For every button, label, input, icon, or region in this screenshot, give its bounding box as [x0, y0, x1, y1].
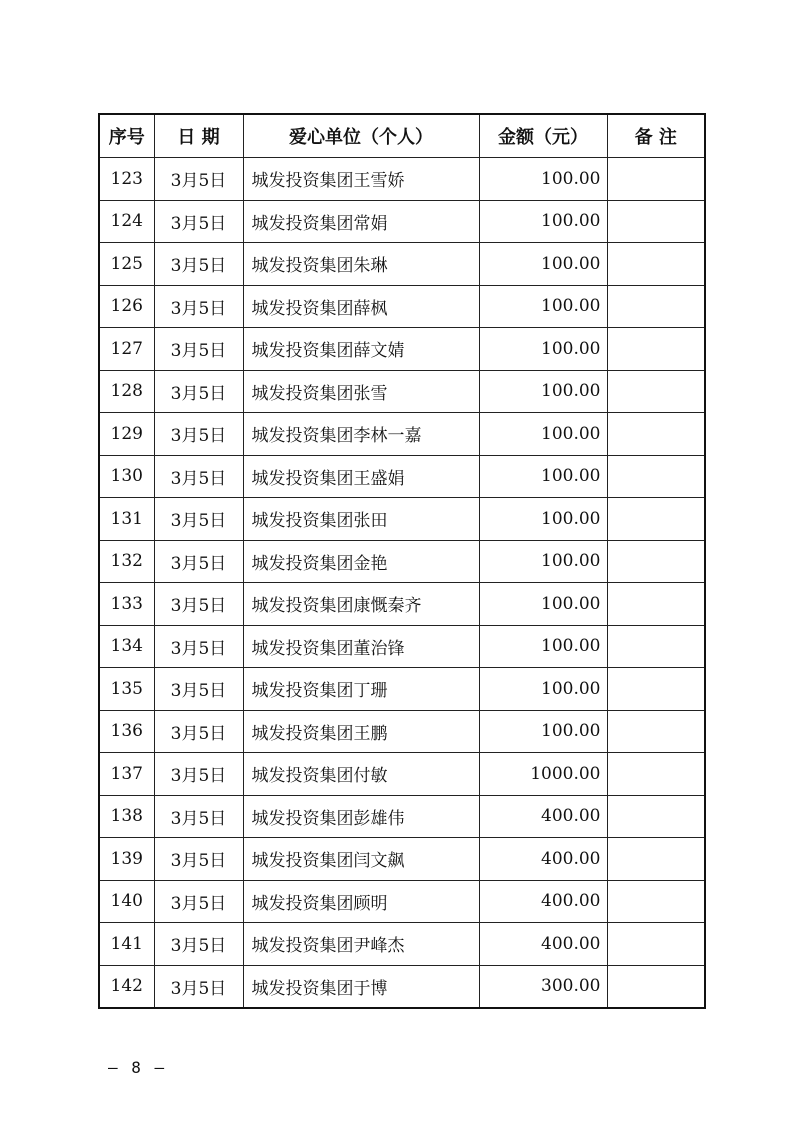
donor-cell: 城发投资集团王盛娟: [243, 455, 479, 498]
table-row: [99, 455, 705, 498]
note-cell: [607, 200, 705, 243]
date-cell: 3月5日: [154, 668, 243, 711]
header-row: [99, 114, 705, 158]
table-row: [99, 710, 705, 753]
seq-cell: 123: [99, 158, 154, 201]
table-row: [99, 540, 705, 583]
table-row: [99, 498, 705, 541]
amount-cell: 100.00: [479, 328, 607, 371]
header-seq: 序号: [99, 114, 154, 158]
amount-cell: 100.00: [479, 625, 607, 668]
table-row: [99, 413, 705, 456]
note-cell: [607, 328, 705, 371]
note-cell: [607, 965, 705, 1008]
seq-cell: 137: [99, 753, 154, 796]
amount-cell: 100.00: [479, 200, 607, 243]
seq-cell: 129: [99, 413, 154, 456]
table-row: [99, 243, 705, 286]
table-body: [99, 158, 705, 1009]
table-row: [99, 200, 705, 243]
note-cell: [607, 668, 705, 711]
date-cell: 3月5日: [154, 625, 243, 668]
table-row: [99, 838, 705, 881]
seq-cell: 131: [99, 498, 154, 541]
date-cell: 3月5日: [154, 710, 243, 753]
seq-cell: 139: [99, 838, 154, 881]
date-cell: 3月5日: [154, 923, 243, 966]
donor-cell: 城发投资集团王雪娇: [243, 158, 479, 201]
amount-cell: 100.00: [479, 540, 607, 583]
date-cell: 3月5日: [154, 540, 243, 583]
date-cell: 3月5日: [154, 965, 243, 1008]
seq-cell: 127: [99, 328, 154, 371]
date-cell: 3月5日: [154, 880, 243, 923]
date-cell: 3月5日: [154, 285, 243, 328]
seq-cell: 141: [99, 923, 154, 966]
note-cell: [607, 158, 705, 201]
note-cell: [607, 413, 705, 456]
table-row: [99, 328, 705, 371]
amount-cell: 100.00: [479, 668, 607, 711]
amount-cell: 400.00: [479, 923, 607, 966]
date-cell: 3月5日: [154, 413, 243, 456]
donor-cell: 城发投资集团闫文飙: [243, 838, 479, 881]
header-date: 日 期: [154, 114, 243, 158]
table-row: [99, 625, 705, 668]
header-amount: 金额（元）: [479, 114, 607, 158]
amount-cell: 100.00: [479, 498, 607, 541]
amount-cell: 100.00: [479, 583, 607, 626]
amount-cell: 100.00: [479, 455, 607, 498]
seq-cell: 136: [99, 710, 154, 753]
donor-cell: 城发投资集团张田: [243, 498, 479, 541]
amount-cell: 400.00: [479, 880, 607, 923]
amount-cell: 300.00: [479, 965, 607, 1008]
note-cell: [607, 880, 705, 923]
table-row: [99, 583, 705, 626]
donor-cell: 城发投资集团尹峰杰: [243, 923, 479, 966]
donor-cell: 城发投资集团于博: [243, 965, 479, 1008]
note-cell: [607, 370, 705, 413]
table-header: [99, 114, 705, 158]
note-cell: [607, 795, 705, 838]
note-cell: [607, 285, 705, 328]
donor-cell: 城发投资集团彭雄伟: [243, 795, 479, 838]
table-row: [99, 965, 705, 1008]
note-cell: [607, 455, 705, 498]
amount-cell: 100.00: [479, 285, 607, 328]
table-row: [99, 923, 705, 966]
note-cell: [607, 710, 705, 753]
date-cell: 3月5日: [154, 243, 243, 286]
donor-cell: 城发投资集团丁珊: [243, 668, 479, 711]
donor-cell: 城发投资集团金艳: [243, 540, 479, 583]
donor-cell: 城发投资集团张雪: [243, 370, 479, 413]
date-cell: 3月5日: [154, 158, 243, 201]
header-note: 备 注: [607, 114, 705, 158]
note-cell: [607, 753, 705, 796]
donor-cell: 城发投资集团薛枫: [243, 285, 479, 328]
amount-cell: 100.00: [479, 413, 607, 456]
seq-cell: 134: [99, 625, 154, 668]
seq-cell: 138: [99, 795, 154, 838]
amount-cell: 100.00: [479, 243, 607, 286]
note-cell: [607, 838, 705, 881]
seq-cell: 142: [99, 965, 154, 1008]
donor-cell: 城发投资集团康慨秦齐: [243, 583, 479, 626]
note-cell: [607, 243, 705, 286]
header-donor: 爱心单位（个人）: [243, 114, 479, 158]
donor-cell: 城发投资集团朱琳: [243, 243, 479, 286]
donation-table: [98, 113, 706, 1009]
donor-cell: 城发投资集团常娟: [243, 200, 479, 243]
note-cell: [607, 923, 705, 966]
table-row: [99, 370, 705, 413]
note-cell: [607, 498, 705, 541]
table-row: [99, 285, 705, 328]
donor-cell: 城发投资集团王鹏: [243, 710, 479, 753]
date-cell: 3月5日: [154, 498, 243, 541]
donor-cell: 城发投资集团董治锋: [243, 625, 479, 668]
date-cell: 3月5日: [154, 455, 243, 498]
date-cell: 3月5日: [154, 370, 243, 413]
table-row: [99, 668, 705, 711]
date-cell: 3月5日: [154, 200, 243, 243]
table-row: [99, 880, 705, 923]
seq-cell: 132: [99, 540, 154, 583]
seq-cell: 128: [99, 370, 154, 413]
table-row: [99, 753, 705, 796]
amount-cell: 100.00: [479, 710, 607, 753]
amount-cell: 100.00: [479, 158, 607, 201]
seq-cell: 130: [99, 455, 154, 498]
amount-cell: 1000.00: [479, 753, 607, 796]
note-cell: [607, 540, 705, 583]
seq-cell: 140: [99, 880, 154, 923]
date-cell: 3月5日: [154, 753, 243, 796]
donor-cell: 城发投资集团薛文婧: [243, 328, 479, 371]
note-cell: [607, 625, 705, 668]
seq-cell: 133: [99, 583, 154, 626]
donor-cell: 城发投资集团顾明: [243, 880, 479, 923]
date-cell: 3月5日: [154, 795, 243, 838]
note-cell: [607, 583, 705, 626]
date-cell: 3月5日: [154, 583, 243, 626]
table-row: [99, 795, 705, 838]
seq-cell: 126: [99, 285, 154, 328]
amount-cell: 400.00: [479, 838, 607, 881]
seq-cell: 135: [99, 668, 154, 711]
amount-cell: 400.00: [479, 795, 607, 838]
page-number: – 8 –: [108, 1058, 167, 1077]
seq-cell: 124: [99, 200, 154, 243]
date-cell: 3月5日: [154, 328, 243, 371]
date-cell: 3月5日: [154, 838, 243, 881]
table-row: [99, 158, 705, 201]
amount-cell: 100.00: [479, 370, 607, 413]
seq-cell: 125: [99, 243, 154, 286]
donor-cell: 城发投资集团付敏: [243, 753, 479, 796]
donor-cell: 城发投资集团李林一嘉: [243, 413, 479, 456]
